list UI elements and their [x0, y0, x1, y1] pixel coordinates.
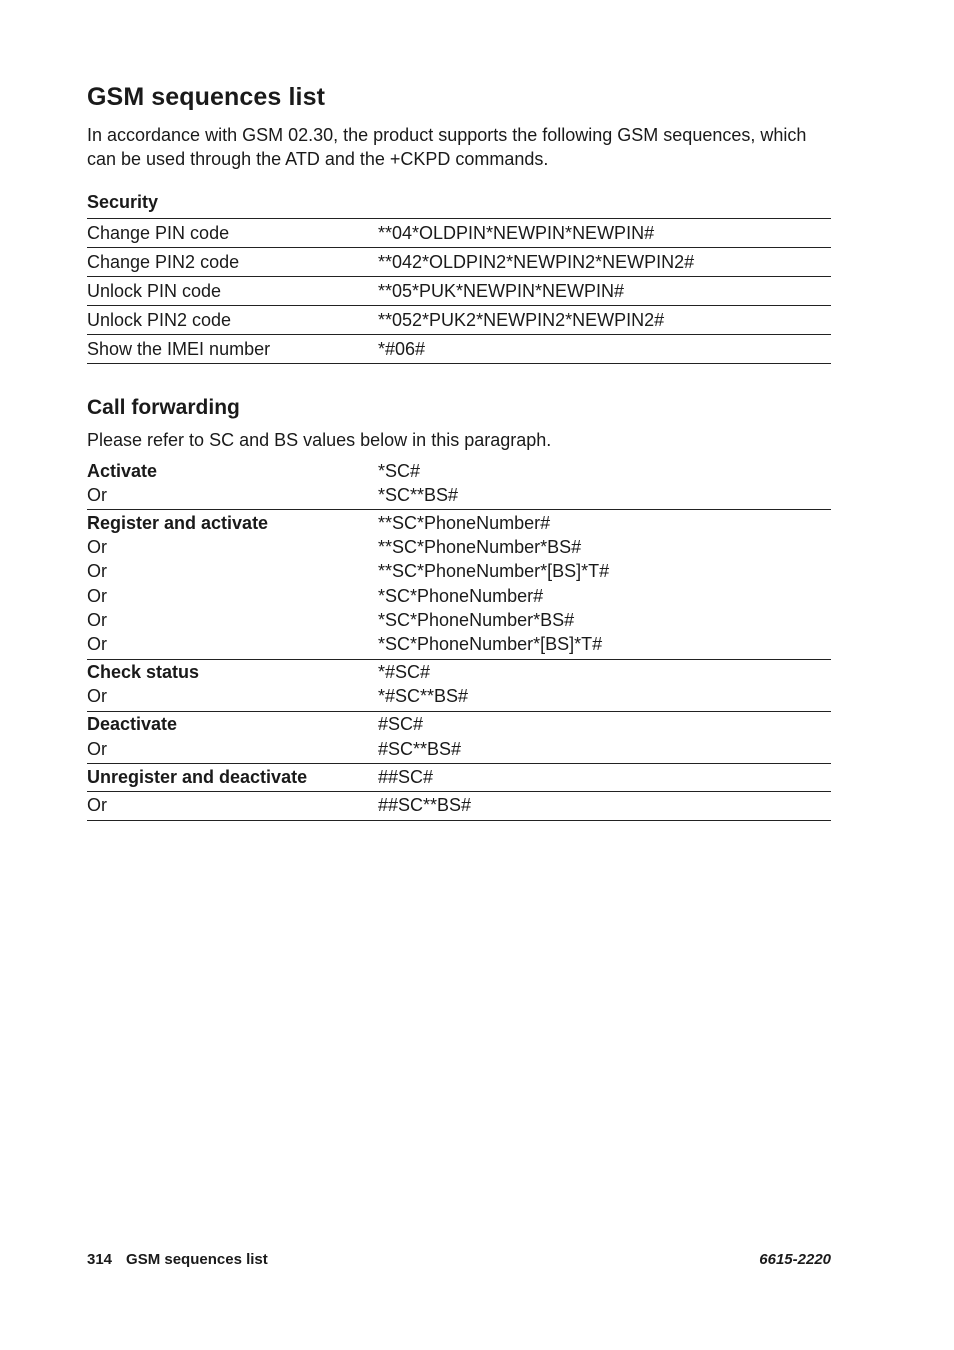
row-value: ##SC**BS# [378, 795, 472, 816]
row-label: Show the IMEI number [87, 338, 271, 359]
table-row [87, 483, 831, 507]
row-label: Activate [87, 460, 158, 481]
table-row [87, 765, 831, 789]
row-label: Or [87, 633, 107, 654]
table-row-group [87, 792, 831, 820]
row-label: Unlock PIN2 code [87, 309, 232, 330]
row-label: Or [87, 738, 107, 759]
table-row [87, 306, 831, 335]
row-value: **SC*PhoneNumber*BS# [378, 537, 582, 558]
row-value: *#06# [378, 338, 426, 359]
row-label: Or [87, 537, 107, 558]
row-label: Deactivate [87, 714, 178, 735]
table-row-group [87, 712, 831, 764]
table-row [87, 584, 831, 608]
table-row [87, 248, 831, 277]
table-row [87, 335, 831, 364]
row-value: ##SC# [378, 766, 434, 787]
table-row [87, 713, 831, 737]
call-forwarding-table [87, 458, 831, 821]
row-value: **SC*PhoneNumber*[BS]*T# [378, 561, 610, 582]
row-value: *SC*PhoneNumber# [378, 585, 544, 606]
row-value: **052*PUK2*NEWPIN2*NEWPIN2# [378, 309, 665, 330]
row-label: Or [87, 585, 107, 606]
doc-number: 6615-2220 [759, 1251, 831, 1268]
row-value: **04*OLDPIN*NEWPIN*NEWPIN# [378, 222, 655, 243]
table-row [87, 661, 831, 685]
row-label: Or [87, 484, 107, 505]
row-label: Check status [87, 662, 200, 683]
row-value: *#SC**BS# [378, 686, 469, 707]
row-value: *SC# [378, 460, 421, 481]
table-row [87, 511, 831, 535]
row-label: Change PIN code [87, 222, 230, 243]
row-label: Or [87, 561, 107, 582]
page-title: GSM sequences list [87, 83, 325, 111]
page-footer [87, 1251, 831, 1268]
table-row [87, 737, 831, 761]
table-row [87, 608, 831, 632]
footer-section: GSM sequences list [126, 1251, 268, 1268]
table-row [87, 219, 831, 248]
row-value: *SC*PhoneNumber*BS# [378, 609, 575, 630]
row-label: Or [87, 609, 107, 630]
row-label: Register and activate [87, 512, 269, 533]
table-row-group [87, 510, 831, 659]
table-row-group [87, 458, 831, 510]
page-number: 314 [87, 1251, 113, 1268]
row-label: Or [87, 795, 107, 816]
table-row [87, 560, 831, 584]
row-value: *#SC# [378, 662, 431, 683]
table-row-group [87, 764, 831, 792]
table-row [87, 632, 831, 656]
row-label: Change PIN2 code [87, 251, 240, 272]
intro-paragraph: In accordance with GSM 02.30, the product supports the following GSM sequences, which can be used through the ATD and the +CKPD commands. [87, 125, 807, 169]
call-forwarding-note: Please refer to SC and BS values below in this paragraph. [87, 430, 552, 450]
row-value: **05*PUK*NEWPIN*NEWPIN# [378, 280, 625, 301]
row-value: **SC*PhoneNumber# [378, 512, 551, 533]
table-row [87, 685, 831, 709]
row-label: Unregister and deactivate [87, 766, 308, 787]
row-label: Or [87, 686, 107, 707]
table-row [87, 277, 831, 306]
row-value: #SC**BS# [378, 738, 462, 759]
table-row-group [87, 660, 831, 712]
security-heading: Security [87, 192, 159, 212]
row-value: *SC**BS# [378, 484, 459, 505]
footer-left [87, 1251, 282, 1268]
call-forwarding-heading: Call forwarding [87, 396, 240, 419]
row-value: **042*OLDPIN2*NEWPIN2*NEWPIN2# [378, 251, 695, 272]
row-label: Unlock PIN code [87, 280, 222, 301]
table-row [87, 536, 831, 560]
table-row [87, 459, 831, 483]
security-table [87, 218, 831, 364]
row-value: *SC*PhoneNumber*[BS]*T# [378, 633, 603, 654]
table-row [87, 793, 831, 817]
row-value: #SC# [378, 714, 424, 735]
